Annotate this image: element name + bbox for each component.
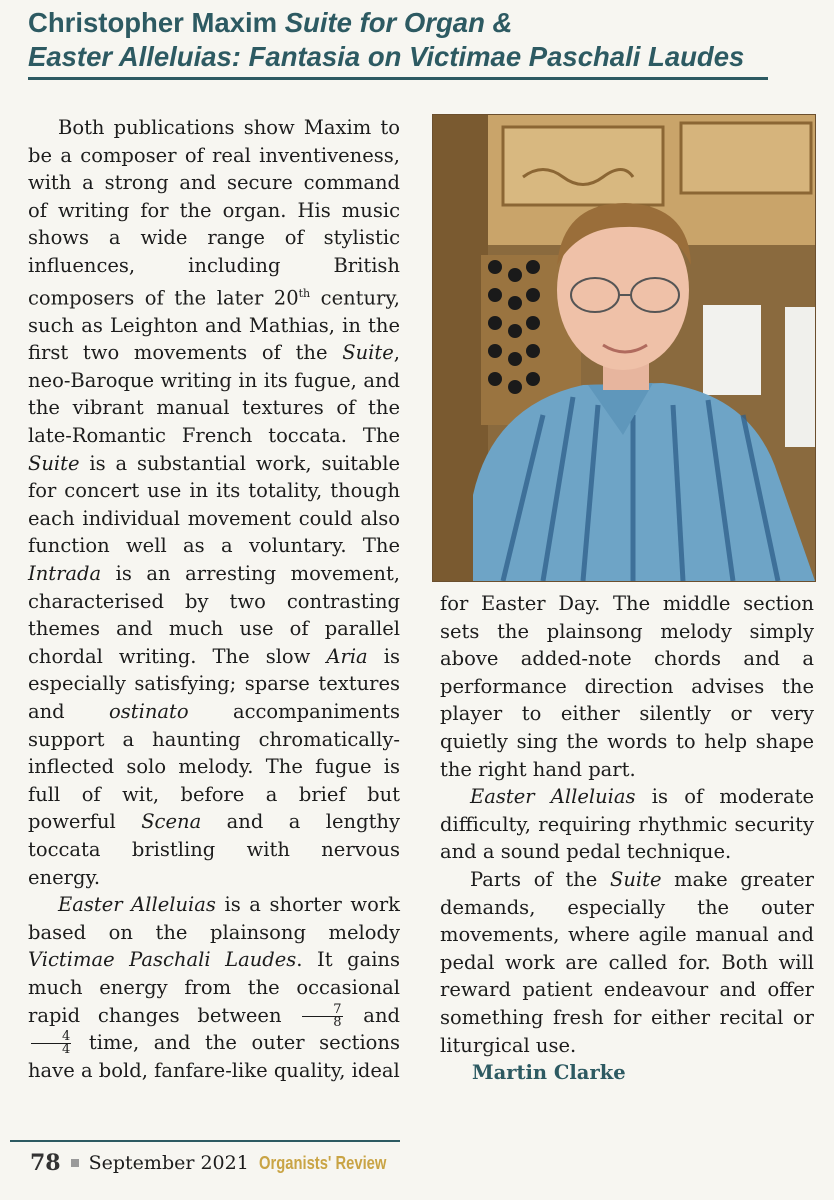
p1-text: Both publications show Maxim to be a composer of real inventiveness, with a strong and secure command of writing for the organ. His music shows a wide range of stylistic influences, including British composers of the later 20 [28, 116, 400, 310]
p1-italic: Intrada [28, 562, 102, 585]
p1-italic: Aria [326, 644, 368, 668]
p1-text: , neo-Baroque writing in its fugue, and the vibrant manual textures of the late-Romantic French toccata. The [28, 341, 400, 448]
p1-text: is an arresting movement, characterised by two contrasting themes and much use of parallel chordal writing. The slow [28, 562, 400, 668]
author-signature: Martin Clarke [472, 1061, 626, 1085]
p1-text: and a lengthy toccata bristling with nervous energy. [28, 810, 400, 889]
p3-text: is of moderate difficulty, requiring rhythmic security and a sound pedal technique. [440, 785, 815, 864]
page-footer [30, 1150, 414, 1176]
paragraph-4 [440, 866, 814, 1059]
p3-italic: Easter Alleluias [470, 785, 636, 809]
frac-den: 8 [333, 1014, 342, 1030]
time-signature-7-8 [302, 1001, 342, 1030]
title-work-1: Suite for Organ & [284, 7, 513, 38]
footer-divider [10, 1140, 400, 1142]
title-work-2: Easter Alleluias: Fantasia on Victimae Paschali Laudes [28, 41, 745, 72]
frac-den: 4 [62, 1042, 71, 1058]
title-line-1 [28, 6, 776, 40]
frac-num: 4 [31, 1031, 71, 1044]
page-number: 78 [30, 1150, 61, 1176]
p2-text: time, and the outer sections have a bold, fanfare-like quality, ideal [28, 1031, 400, 1082]
left-column [28, 114, 400, 1084]
square-bullet-icon [71, 1159, 79, 1167]
p2-text: . It gains much energy from the occasional rapid changes between [28, 948, 400, 1027]
p2-italic: Victimae Paschali Laudes [28, 948, 297, 972]
p4-italic: Suite [609, 867, 662, 891]
title-divider [28, 77, 768, 80]
p1-text: century, such as Leighton and Mathias, in the first two movements of the [28, 286, 401, 365]
p2-text: is a shorter work based on the plainsong melody [28, 893, 400, 944]
paragraph-3 [440, 783, 814, 866]
time-signature-4-4 [31, 1031, 71, 1056]
p1-text: accompaniments support a haunting chromatically-inflected solo melody. The fugue is full of wit, before a brief but powerful [28, 699, 400, 834]
right-column [440, 590, 814, 1087]
article-title [28, 6, 776, 74]
ordinal-suffix: th [298, 286, 311, 300]
p1-text: is a substantial work, suitable for concert use in its totality, though each individual movement could also function well as a voluntary. The [28, 451, 400, 558]
p1-italic: Suite [28, 451, 80, 475]
p4-text: Parts of the [470, 867, 610, 891]
p1-italic: Scena [141, 810, 202, 834]
p2-italic: Easter Alleluias [58, 893, 216, 917]
composer-photo [432, 114, 816, 582]
photo-illustration [433, 115, 815, 581]
p1-italic: Suite [342, 341, 394, 365]
p4-text: make greater demands, especially the outer movements, where agile manual and pedal work are called for. Both will reward patient endeavour and offer something fresh for either recital or liturgical use. [440, 867, 814, 1057]
paragraph-2-continued: for Easter Day. The middle section sets the plainsong melody simply above added-note chords and a performance direction advises the player to either silently or very quietly sing the words to help shape the right hand part. [440, 592, 814, 781]
magazine-name: Organists' Review [258, 1152, 387, 1173]
p2-text: and [345, 1003, 400, 1027]
paragraph-2 [28, 891, 400, 1084]
p1-text: is especially satisfying; sparse textures and [28, 644, 400, 723]
paragraph-1 [28, 114, 400, 891]
title-composer: Christopher Maxim [28, 7, 285, 38]
p1-italic: ostinato [109, 699, 189, 723]
title-line-2 [28, 40, 776, 74]
frac-num: 7 [302, 1004, 342, 1017]
issue-date: September 2021 [88, 1152, 249, 1174]
